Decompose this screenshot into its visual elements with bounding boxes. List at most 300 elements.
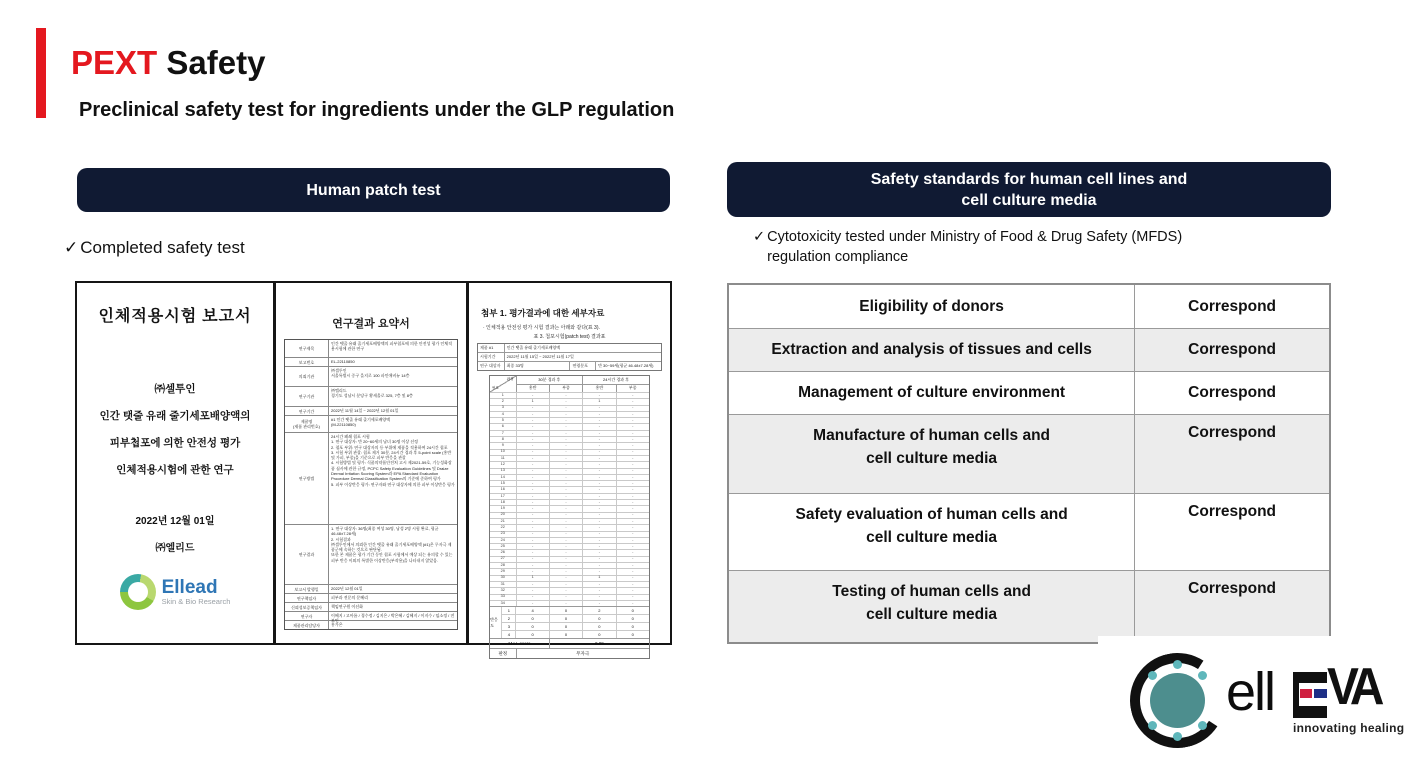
patch-row-index: 5 xyxy=(501,417,504,422)
patch-cell: - xyxy=(549,500,582,505)
doc2-row xyxy=(285,524,457,584)
standards-row xyxy=(729,328,1329,371)
patch-row-index: 10 xyxy=(500,449,505,454)
patch-cell: - xyxy=(616,563,649,568)
patch-cell: - xyxy=(582,601,615,606)
report-summary-page xyxy=(273,283,469,643)
doc2-row xyxy=(285,593,457,602)
patch-cell: - xyxy=(549,550,582,555)
patch-cell: - xyxy=(549,538,582,543)
doc3-info-row xyxy=(478,352,661,361)
safety-standards-table xyxy=(727,283,1331,644)
doc3-info-row xyxy=(478,361,661,370)
patch-cell: - xyxy=(582,582,615,587)
reaction-value-col xyxy=(582,607,615,638)
standard-status-cell: Correspond xyxy=(1188,384,1277,401)
check-icon: ✓ xyxy=(64,238,79,257)
mii-label: M.I.I. score xyxy=(490,639,550,648)
doc2-row-label: 연구방법 xyxy=(285,433,329,524)
doc1-line: ㈜셀투인 xyxy=(154,383,196,395)
standard-item-cell: Testing of human cells and cell culture media xyxy=(729,571,1135,642)
patch-cell: - xyxy=(516,406,549,411)
patch-row-index: 32 xyxy=(500,587,505,592)
doc2-row-label: 신뢰성보증책임자 xyxy=(285,603,329,611)
page-title-rest: Safety xyxy=(157,44,266,81)
doc3-info-table xyxy=(477,343,662,371)
patch-cell: - xyxy=(582,532,615,537)
patch-cell: - xyxy=(516,519,549,524)
patch-cell: - xyxy=(516,462,549,467)
doc2-row xyxy=(285,602,457,611)
patch-sub-cell: 홍반 xyxy=(516,385,549,393)
reaction-value-col xyxy=(616,607,649,638)
reaction-label: 반응도 xyxy=(490,616,498,628)
check-icon: ✓ xyxy=(753,229,766,245)
standard-status-cell: Correspond xyxy=(1188,297,1277,315)
standard-status-cell: Correspond xyxy=(1188,503,1277,520)
patch-cell: - xyxy=(582,544,615,549)
doc1-line: 인체적용시험에 관한 연구 xyxy=(116,464,234,476)
patch-row xyxy=(490,405,649,411)
doc2-row xyxy=(285,340,457,357)
patch-row xyxy=(490,474,649,480)
patch-cell: - xyxy=(616,437,649,442)
patch-cell: - xyxy=(549,406,582,411)
patch-row-index: 31 xyxy=(500,581,505,586)
patch-cell: - xyxy=(516,532,549,537)
cell-dot-icon xyxy=(1173,660,1182,669)
patch-cell: - xyxy=(616,550,649,555)
reaction-value: 0 xyxy=(583,630,615,638)
patch-row xyxy=(490,524,649,530)
patch-cell: - xyxy=(582,418,615,423)
reaction-value: 4 xyxy=(531,608,534,614)
patch-cell: - xyxy=(516,588,549,593)
report-company: ㈜엘리드 xyxy=(155,543,195,554)
doc3-info-cell: 시험기간 xyxy=(480,354,496,359)
patch-cell: - xyxy=(549,487,582,492)
patch-table-header xyxy=(490,376,649,392)
patch-row-index: 24 xyxy=(500,537,505,542)
doc2-row-value: #1 인간 탯줄 유래 줄기세포배양액 (M-22110850) xyxy=(331,417,391,428)
patch-cell: - xyxy=(516,456,549,461)
standards-row xyxy=(729,414,1329,493)
patch-cell: - xyxy=(516,595,549,600)
patch-row-index: 3 xyxy=(501,405,504,410)
patch-row-index: 29 xyxy=(500,569,505,574)
patch-cell: 1 xyxy=(582,399,615,404)
patch-cell: 1 xyxy=(582,576,615,581)
patch-cell: - xyxy=(549,525,582,530)
reaction-value-col xyxy=(549,607,582,638)
patch-row-index: 22 xyxy=(500,524,505,529)
patch-row xyxy=(490,537,649,543)
reaction-index: 2 xyxy=(502,614,515,622)
patch-cell: - xyxy=(516,569,549,574)
celleva-logo xyxy=(1128,645,1404,760)
patch-cell: - xyxy=(582,393,615,398)
doc2-row xyxy=(285,406,457,415)
patch-row-index: 8 xyxy=(501,436,504,441)
patch-cell: - xyxy=(549,393,582,398)
right-bullet-text xyxy=(767,227,1182,267)
doc2-row-value: 이혜지 / 고아름 / 경수정 / 김지은 / 박은혜 / 김혜지 / 이지수 / 임소정 / 전보민 xyxy=(331,613,455,624)
patch-sub-row xyxy=(516,384,649,393)
patch-cell: - xyxy=(582,412,615,417)
patch-cell: - xyxy=(616,513,649,518)
doc2-row xyxy=(285,432,457,524)
reaction-value: 0 xyxy=(583,622,615,630)
reaction-value: 0 xyxy=(564,608,568,614)
patch-row xyxy=(490,398,649,404)
patch-cell: - xyxy=(516,557,549,562)
standards-row xyxy=(729,371,1329,414)
results-heading: 첨부 1. 평가결과에 대한 세부자료 xyxy=(481,308,605,318)
patch-cell: - xyxy=(549,519,582,524)
patch-cell: - xyxy=(616,557,649,562)
patch-cell: - xyxy=(616,500,649,505)
patch-row xyxy=(490,480,649,486)
patch-cell: - xyxy=(516,424,549,429)
patch-cell: - xyxy=(549,582,582,587)
doc2-row-value: ㈜셀투인 서울특별시 중구 을지로 100 파인애비뉴 14층 xyxy=(331,368,410,379)
patch-cell: - xyxy=(582,513,615,518)
cell-dot-icon xyxy=(1148,671,1157,680)
doc2-row-label: 연구자 xyxy=(285,612,329,620)
patch-cell: - xyxy=(516,494,549,499)
e-red-bar xyxy=(1300,689,1312,698)
doc2-row-value: ㈜엘리드 경기도 성남시 분당구 황새울로 325, 7층 및 8층 xyxy=(331,388,413,399)
patch-row xyxy=(490,575,649,581)
patch-row xyxy=(490,531,649,537)
patch-cell: - xyxy=(516,525,549,530)
ellead-logo-icon xyxy=(120,574,156,610)
patch-row-index: 4 xyxy=(501,411,504,416)
patch-cell: - xyxy=(549,424,582,429)
reaction-index-col xyxy=(501,607,515,638)
patch-group-cell: 24시간 경과 후 xyxy=(582,376,649,384)
patch-cell: - xyxy=(516,550,549,555)
report-results-page xyxy=(469,283,670,656)
verdict-row xyxy=(490,648,649,658)
reaction-value: 0 xyxy=(550,622,582,630)
patch-cell: - xyxy=(616,532,649,537)
doc3-info-cell: 2022년 11월 15일 ~ 2022년 11월 17일 xyxy=(504,353,661,361)
doc1-lines xyxy=(77,376,273,484)
doc1-line: 피부첩포에 의한 안전성 평가 xyxy=(109,437,241,449)
patch-cell: - xyxy=(582,569,615,574)
doc2-row xyxy=(285,415,457,432)
standards-row xyxy=(729,493,1329,570)
verdict-label: 판정 xyxy=(490,649,516,658)
patch-cell: - xyxy=(516,412,549,417)
patch-cell: - xyxy=(549,456,582,461)
celleva-tagline: innovating healing xyxy=(1293,721,1404,735)
patch-row-index: 27 xyxy=(500,556,505,561)
patch-cell: - xyxy=(616,601,649,606)
patch-cell: - xyxy=(582,487,615,492)
patch-cell: - xyxy=(616,399,649,404)
ellead-name: Ellead xyxy=(161,577,218,598)
patch-cell: - xyxy=(516,450,549,455)
e-bottom-bar xyxy=(1293,706,1327,718)
standard-item-cell: Safety evaluation of human cells and cell culture media xyxy=(729,494,1135,570)
doc2-row xyxy=(285,366,457,386)
doc2-row-label: 보고서 발행일 xyxy=(285,585,329,593)
patch-cell: - xyxy=(516,418,549,423)
patch-row xyxy=(490,568,649,574)
patch-cell: - xyxy=(549,475,582,480)
patch-cell: - xyxy=(582,563,615,568)
patch-cell: - xyxy=(549,563,582,568)
patch-cell: - xyxy=(582,494,615,499)
patch-row xyxy=(490,543,649,549)
patch-cell: - xyxy=(582,462,615,467)
patch-row xyxy=(490,449,649,455)
patch-cell: - xyxy=(582,557,615,562)
patch-row xyxy=(490,562,649,568)
patch-cell: 1 xyxy=(516,576,549,581)
patch-cell: - xyxy=(582,406,615,411)
patch-row-index: 28 xyxy=(500,562,505,567)
patch-cell: - xyxy=(516,481,549,486)
patch-cell: - xyxy=(616,506,649,511)
page-title-highlight: PEXT xyxy=(71,44,158,81)
page-title xyxy=(71,44,265,82)
celleva-cell-icon xyxy=(1150,673,1205,728)
cell-dot-icon xyxy=(1148,721,1157,730)
patch-cell: - xyxy=(516,513,549,518)
doc2-row-value: 인간 탯줄 유래 줄기세포배양액의 피부첩포에 의한 안전성 평가 인체적용시험에 관한 연구 xyxy=(331,341,452,352)
patch-row xyxy=(490,581,649,587)
ellead-logo-text xyxy=(162,578,231,606)
doc2-row-label: 연구기관 xyxy=(285,387,329,406)
patch-row xyxy=(490,518,649,524)
patch-row-index: 21 xyxy=(500,518,505,523)
patch-cell: - xyxy=(616,487,649,492)
report-title: 인체적용시험 보고서 xyxy=(98,308,252,325)
report-cover-page xyxy=(77,283,273,643)
doc2-row-value: 2022년 11월 14일 ~ 2022년 12월 01일 xyxy=(331,408,399,413)
patch-cell: - xyxy=(516,582,549,587)
patch-cell: - xyxy=(549,431,582,436)
reaction-value: 0 xyxy=(550,630,582,638)
standard-item-cell: Eligibility of donors xyxy=(729,285,1135,328)
patch-cell: - xyxy=(616,525,649,530)
patch-sub-cell: 부종 xyxy=(616,385,649,393)
patch-cell: - xyxy=(616,462,649,467)
patch-cell: - xyxy=(516,506,549,511)
patch-cell: - xyxy=(516,437,549,442)
right-bullet-line1: Cytotoxicity tested under Ministry of Food & Drug Safety (MFDS) xyxy=(767,229,1183,245)
reaction-value-col xyxy=(515,607,548,638)
patch-cell: - xyxy=(616,475,649,480)
patch-row-index: 34 xyxy=(500,600,505,605)
results-note: · 인체적용 안전성 평가 시험 결과는 아래와 같다(표 3). xyxy=(483,325,600,331)
patch-row xyxy=(490,411,649,417)
corner-label-top: 판정 xyxy=(506,377,514,381)
reaction-value: 0 xyxy=(617,622,649,630)
reaction-value: 2 xyxy=(598,608,601,614)
standard-item-cell: Manufacture of human cells and cell culture media xyxy=(729,415,1135,493)
patch-cell: - xyxy=(616,450,649,455)
left-bullet-text: Completed safety test xyxy=(80,238,245,257)
standard-status-cell: Correspond xyxy=(1188,341,1277,358)
patch-footer xyxy=(490,606,649,638)
summary-title: 연구결과 요약서 xyxy=(332,318,410,330)
standard-item-cell: Extraction and analysis of tissues and cells xyxy=(729,329,1135,371)
patch-cell: - xyxy=(549,481,582,486)
patch-row-index: 9 xyxy=(501,443,504,448)
patch-cell: - xyxy=(616,494,649,499)
patch-row-index: 7 xyxy=(501,430,504,435)
patch-row-index: 19 xyxy=(500,506,505,511)
patch-cell: 1 xyxy=(516,399,549,404)
patch-cell: - xyxy=(616,406,649,411)
reaction-index: 3 xyxy=(502,622,515,630)
patch-cell: - xyxy=(616,588,649,593)
patch-cell: - xyxy=(616,424,649,429)
patch-row xyxy=(490,486,649,492)
patch-cell: - xyxy=(616,456,649,461)
patch-row xyxy=(490,455,649,461)
left-panel-header: Human patch test xyxy=(77,168,670,212)
doc2-row-value: EL-22110850 xyxy=(331,359,355,364)
celleva-ell-text: ell xyxy=(1226,662,1275,722)
patch-cell: - xyxy=(549,544,582,549)
doc2-row-label: 의뢰기관 xyxy=(285,367,329,386)
reaction-value: 0 xyxy=(583,614,615,622)
patch-row xyxy=(490,442,649,448)
patch-row-index: 14 xyxy=(500,474,505,479)
patch-cell: - xyxy=(549,450,582,455)
patch-row-index: 25 xyxy=(500,543,505,548)
doc2-row-value: 24시간 폐쇄 첩포 시험 1. 연구 대상자: 만 20~60세의 남녀 30명 이상 선정 2. 첩포 부위: 연구 대상자의 등 부위에 제품을 적용하여 24시간 첩포 3. 시험 부위 관찰: 첩포 제거 30분, 24시간 경과 후 5-point scale (홍반 및 가피, 부종)을 기준으로 피부 반응을 관찰 4. 시험방법 및 평가: 식품의약품안전처 고시 제2021-59호, 기능성화장품 심사에 관한 규정, PCPC Safety Evaluation Guidelines 및 Draize Dermal Irritation Scoring System과 EPA Standard Evaluation Procedure Dermal Classification System의 기준에 준하여 평가 5. 피부 이상반응 평가: 연구자와 연구 대상자에 의한 피부 이상반응 평가 xyxy=(331,434,455,487)
patch-row-index: 12 xyxy=(500,462,505,467)
doc2-row-label: 연구책임자 xyxy=(285,594,329,602)
patch-row xyxy=(490,505,649,511)
report-date: 2022년 12월 01일 xyxy=(135,516,215,527)
patch-row-index: 2 xyxy=(501,399,504,404)
reaction-value: 0 xyxy=(516,614,548,622)
patch-cell: - xyxy=(549,494,582,499)
patch-cell: - xyxy=(516,475,549,480)
doc2-row-label: 연구결과 xyxy=(285,525,329,584)
reaction-value: 0 xyxy=(617,614,649,622)
patch-row xyxy=(490,587,649,593)
patch-cell: - xyxy=(549,412,582,417)
patch-sub-cell: 부종 xyxy=(549,385,582,393)
ellead-logo xyxy=(77,574,273,610)
patch-cell: - xyxy=(616,576,649,581)
e-blue-bar xyxy=(1314,689,1327,698)
patch-cell: - xyxy=(549,557,582,562)
patch-cell: - xyxy=(582,450,615,455)
patch-cell: - xyxy=(616,393,649,398)
patch-cell: - xyxy=(616,544,649,549)
standards-row xyxy=(729,285,1329,328)
standard-item-cell: Management of culture environment xyxy=(729,372,1135,414)
mii-score-row xyxy=(490,638,649,648)
patch-row xyxy=(490,423,649,429)
patch-cell: - xyxy=(516,601,549,606)
patch-row-index: 30 xyxy=(500,575,505,580)
patch-cell: - xyxy=(582,481,615,486)
patch-row-index: 15 xyxy=(500,480,505,485)
doc2-row-value: 홍가은 xyxy=(331,622,343,627)
patch-cell: - xyxy=(582,588,615,593)
doc2-row-value: 피부과 전문의 문혜리 xyxy=(331,595,368,600)
verdict-value: 무자극 xyxy=(576,650,590,656)
results-caption: 표 3. 첩포시험(patch test) 결과표 xyxy=(533,334,606,340)
patch-cell: - xyxy=(616,481,649,486)
patch-cell: - xyxy=(582,525,615,530)
patch-row xyxy=(490,549,649,555)
patch-cell: - xyxy=(616,595,649,600)
doc2-row-label: 보고번호 xyxy=(285,358,329,366)
doc3-info-cell: 연구 대상자 xyxy=(480,363,501,368)
ellead-tagline: Skin & Bio Research xyxy=(161,597,231,606)
patch-cell: - xyxy=(582,500,615,505)
patch-cell: - xyxy=(616,418,649,423)
patch-cell: - xyxy=(582,424,615,429)
patch-cell: - xyxy=(549,588,582,593)
patch-cell: - xyxy=(582,550,615,555)
patch-cell: - xyxy=(616,431,649,436)
patch-row xyxy=(490,556,649,562)
patch-cell: - xyxy=(582,506,615,511)
patch-header-right xyxy=(516,376,649,392)
reaction-value: 0 xyxy=(631,608,634,614)
doc2-row xyxy=(285,611,457,624)
patch-cell: - xyxy=(516,544,549,549)
patch-row xyxy=(490,430,649,436)
corner-label-bottom: 번호 xyxy=(492,386,499,390)
patch-cell: - xyxy=(549,576,582,581)
patch-cell: - xyxy=(549,437,582,442)
doc2-row xyxy=(285,584,457,593)
patch-group-row xyxy=(516,376,649,384)
patch-cell: - xyxy=(549,443,582,448)
doc2-row xyxy=(285,357,457,366)
doc2-row-value: 1. 연구 대상자: 36명(최종 여성 30명, 남성 2명 시험 완료, 평균 46.48±7.28세) 2. 시험결과 ㈜셀투인에서 의뢰한 인간 탯줄 유래 줄기세포배양액 (#1)은 무자극 제품군에 속하는 것으로 판단됨. 또한 본 제품은 평가 기간 동안 첩포 시험에서 예상 되는 유의할 수 있는 피부 반응 이외의 특별한 이상반응(부작용)을 나타내지 않았음. xyxy=(331,526,453,563)
red-accent-bar xyxy=(36,28,46,118)
right-panel-header: Safety standards for human cell lines and cell culture media xyxy=(727,162,1331,217)
doc2-row xyxy=(285,620,457,629)
patch-cell: - xyxy=(516,500,549,505)
patch-row xyxy=(490,594,649,600)
patch-cell: - xyxy=(516,431,549,436)
patch-cell: - xyxy=(616,412,649,417)
mii-value: 0.09 xyxy=(594,641,604,647)
patch-row xyxy=(490,417,649,423)
patch-cell: - xyxy=(582,538,615,543)
doc2-row-label: 제품관리담당자 xyxy=(285,621,329,629)
doc2-row xyxy=(285,386,457,406)
patch-cell: - xyxy=(582,437,615,442)
patch-row-index: 6 xyxy=(501,424,504,429)
patch-cell: - xyxy=(549,601,582,606)
patch-row xyxy=(490,436,649,442)
doc2-row-label: 연구제목 xyxy=(285,340,329,357)
doc1-line: 인간 탯줄 유래 줄기세포배양액의 xyxy=(99,410,251,422)
cell-dot-icon xyxy=(1173,732,1182,741)
patch-cell: - xyxy=(549,513,582,518)
patch-group-cell: 30분 경과 후 xyxy=(516,376,583,384)
patch-cell: - xyxy=(549,532,582,537)
doc3-info-cell: 인간 탯줄 유래 줄기세포배양액 xyxy=(504,344,661,352)
patch-row-index: 18 xyxy=(500,499,505,504)
